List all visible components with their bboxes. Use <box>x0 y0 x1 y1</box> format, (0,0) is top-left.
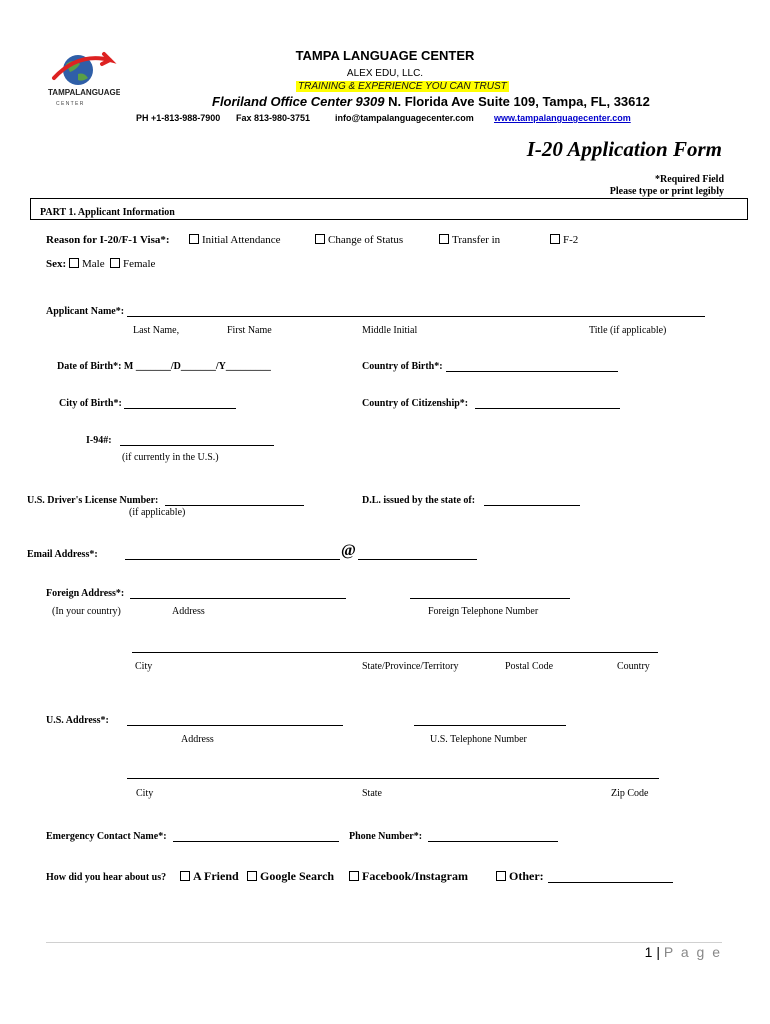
title-label: Title (if applicable) <box>589 325 667 336</box>
referral-option-other[interactable]: Other: <box>496 869 544 884</box>
tagline: TRAINING & EXPERIENCE YOU CAN TRUST <box>298 81 507 92</box>
applicant-name-field[interactable] <box>127 316 705 317</box>
drivers-license-note: (if applicable) <box>129 507 186 518</box>
dl-state-field[interactable] <box>484 505 580 506</box>
checkbox[interactable] <box>180 871 190 881</box>
email-domain-field[interactable] <box>358 559 477 560</box>
foreign-country-label: Country <box>617 661 650 672</box>
dl-state-label: D.L. issued by the state of: <box>362 495 476 506</box>
foreign-postal-label: Postal Code <box>505 661 554 672</box>
email-label: Email Address*: <box>27 549 98 560</box>
checkbox[interactable] <box>439 234 449 244</box>
foreign-city-line-field[interactable] <box>132 652 658 653</box>
i94-note: (if currently in the U.S.) <box>122 452 219 463</box>
emergency-phone-field[interactable] <box>428 841 558 842</box>
last-name-label: Last Name, <box>133 325 180 336</box>
office-name: Floriland Office Center <box>212 94 352 109</box>
city-birth-field[interactable] <box>124 408 236 409</box>
drivers-license-field[interactable] <box>165 505 304 506</box>
us-state-label: State <box>362 788 382 799</box>
checkbox[interactable] <box>496 871 506 881</box>
referral-option-facebook[interactable]: Facebook/Instagram <box>349 869 468 884</box>
us-address-field[interactable] <box>127 725 343 726</box>
middle-initial-label: Middle Initial <box>362 325 418 336</box>
us-city-line-field[interactable] <box>127 778 659 779</box>
form-title: I-20 Application Form <box>526 137 722 161</box>
reason-option-initial[interactable]: Initial Attendance <box>189 234 281 246</box>
applicant-name-label: Applicant Name*: <box>46 306 125 317</box>
checkbox[interactable] <box>247 871 257 881</box>
office-address <box>212 94 650 109</box>
checkbox[interactable] <box>110 258 120 268</box>
checkbox[interactable] <box>69 258 79 268</box>
foreign-address-note: (In your country) <box>52 606 121 617</box>
dob-label[interactable]: Date of Birth*: M _______/D_______/Y_________ <box>57 361 271 372</box>
sex-label: Sex: <box>46 258 67 270</box>
reason-label: Reason for I-20/F-1 Visa*: <box>46 234 170 246</box>
us-address-sub-label: Address <box>181 734 214 745</box>
emergency-contact-field[interactable] <box>173 841 339 842</box>
foreign-state-label: State/Province/Territory <box>362 661 459 672</box>
part1-label: PART 1. Applicant Information <box>40 207 175 218</box>
foreign-city-label: City <box>135 661 153 672</box>
emergency-phone-label: Phone Number*: <box>349 831 423 842</box>
required-note: *Required Field <box>655 174 724 185</box>
country-birth-field[interactable] <box>446 371 618 372</box>
company-name: ALEX EDU, LLC. <box>346 68 424 79</box>
email-contact: info@tampalanguagecenter.com <box>335 113 474 123</box>
checkbox[interactable] <box>349 871 359 881</box>
i94-label: I-94#: <box>86 435 112 446</box>
website-link[interactable]: www.tampalanguagecenter.com <box>494 113 631 123</box>
us-zip-label: Zip Code <box>611 788 649 799</box>
first-name-label: First Name <box>227 325 272 336</box>
page-number: 1 | P a g e <box>644 944 722 960</box>
office-number: 9309 <box>355 94 385 109</box>
sex-option-male[interactable]: Male <box>69 258 105 270</box>
foreign-address-sub-label: Address <box>172 606 205 617</box>
checkbox[interactable] <box>189 234 199 244</box>
foreign-address-field[interactable] <box>130 598 346 599</box>
referral-label: How did you hear about us? <box>46 872 167 883</box>
phone: PH +1-813-988-7900 <box>136 113 221 123</box>
checkbox[interactable] <box>550 234 560 244</box>
city-birth-label: City of Birth*: <box>59 398 122 409</box>
citizenship-label: Country of Citizenship*: <box>362 398 469 409</box>
us-address-label: U.S. Address*: <box>46 715 109 726</box>
referral-option-friend[interactable]: A Friend <box>180 869 239 884</box>
office-street: N. Florida Ave Suite 109, Tampa, FL, 33612 <box>388 94 650 109</box>
foreign-address-label: Foreign Address*: <box>46 588 125 599</box>
reason-option-change[interactable]: Change of Status <box>315 234 403 246</box>
email-at-sign: @ <box>341 542 356 559</box>
footer-divider <box>46 942 722 943</box>
us-phone-label: U.S. Telephone Number <box>430 734 527 745</box>
citizenship-field[interactable] <box>475 408 620 409</box>
foreign-phone-label: Foreign Telephone Number <box>428 606 539 617</box>
reason-option-transfer[interactable]: Transfer in <box>439 234 500 246</box>
svg-text:C E N T E R: C E N T E R <box>56 101 84 107</box>
svg-text:TAMPALANGUAGE: TAMPALANGUAGE <box>48 88 120 97</box>
checkbox[interactable] <box>315 234 325 244</box>
referral-other-field[interactable] <box>548 882 673 883</box>
us-phone-field[interactable] <box>414 725 566 726</box>
sex-option-female[interactable]: Female <box>110 258 155 270</box>
reason-option-f2[interactable]: F-2 <box>550 234 578 246</box>
email-user-field[interactable] <box>125 559 340 560</box>
i94-field[interactable] <box>120 445 274 446</box>
fax: Fax 813-980-3751 <box>236 113 311 123</box>
center-name: TAMPA LANGUAGE CENTER <box>295 48 475 63</box>
us-city-label: City <box>136 788 154 799</box>
referral-option-google[interactable]: Google Search <box>247 869 334 884</box>
foreign-phone-field[interactable] <box>410 598 570 599</box>
country-birth-label: Country of Birth*: <box>362 361 443 372</box>
drivers-license-label: U.S. Driver's License Number: <box>27 495 159 506</box>
legibility-note: Please type or print legibly <box>609 186 724 197</box>
emergency-contact-label: Emergency Contact Name*: <box>46 831 167 842</box>
